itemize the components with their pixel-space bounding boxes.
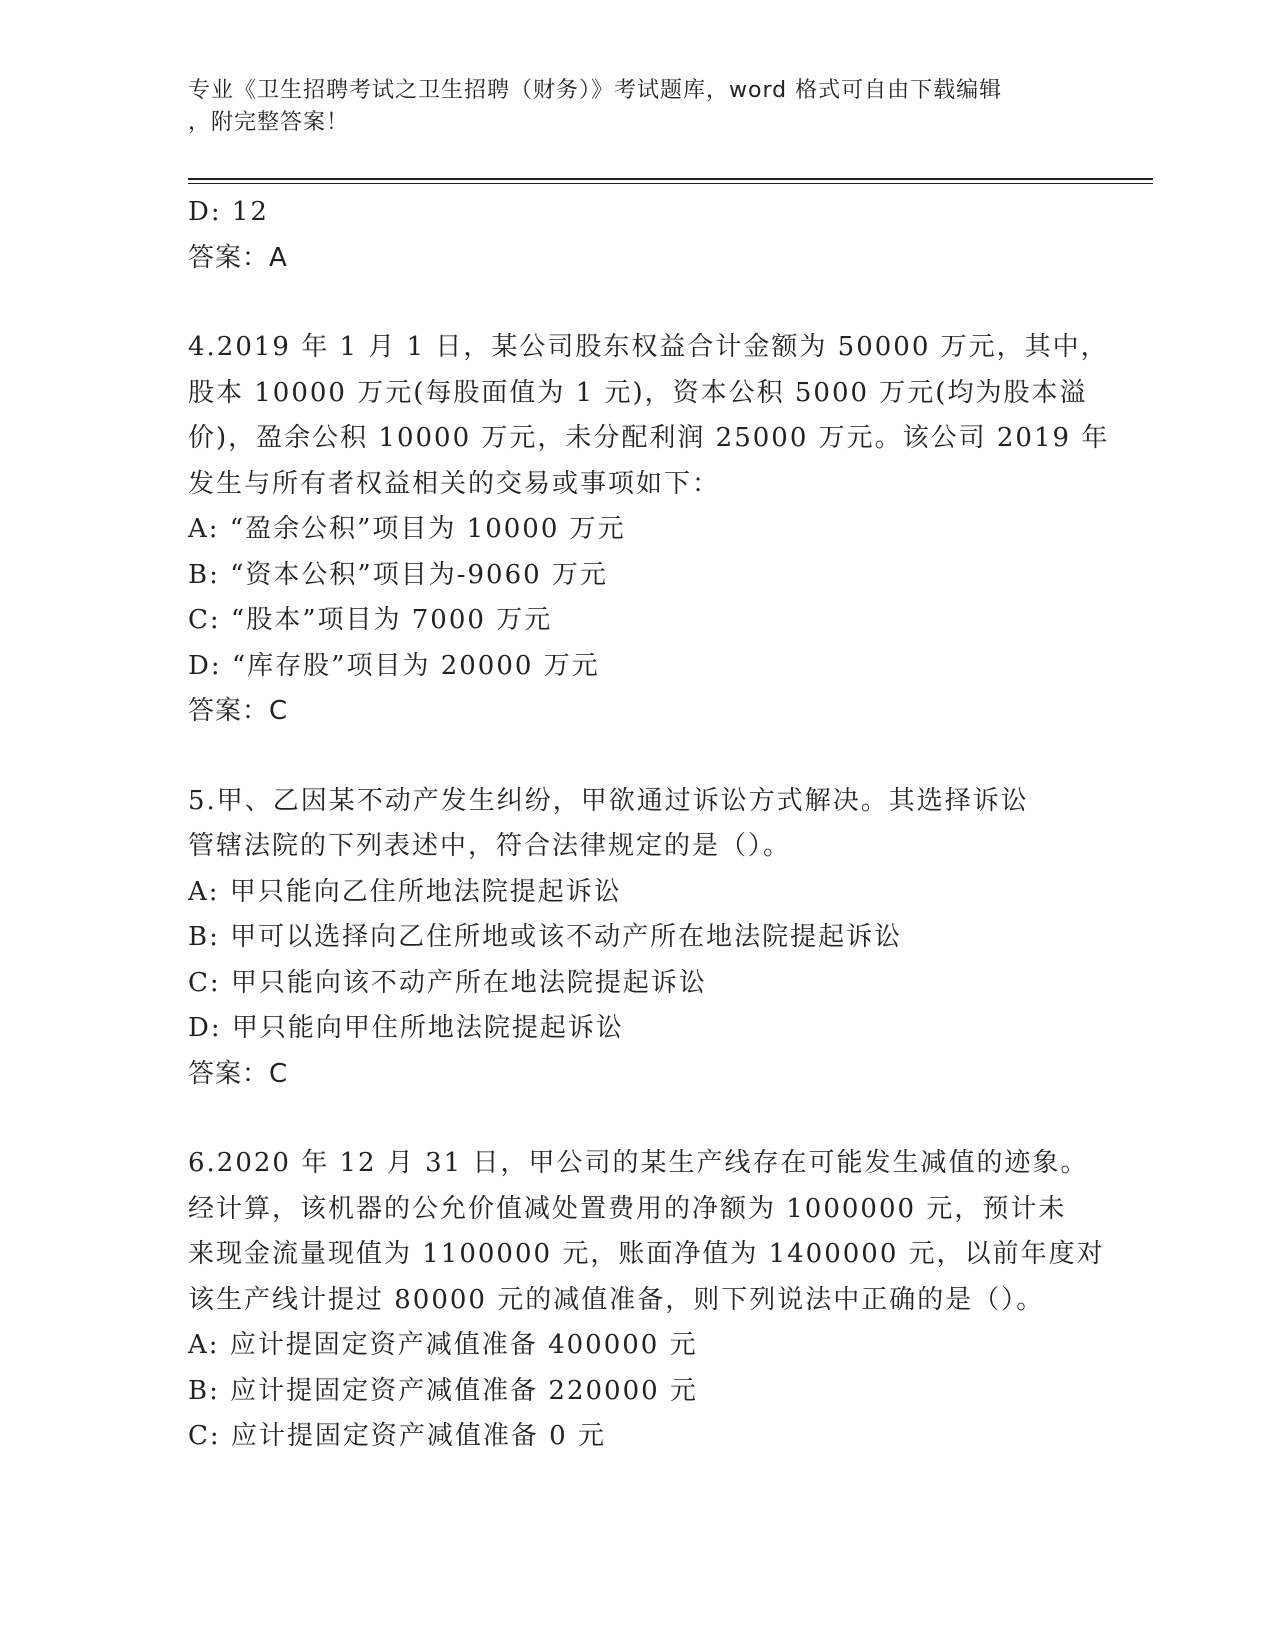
q6-stem-line-1: 6.2020 年 12 月 31 日，甲公司的某生产线存在可能发生减值的迹象。 bbox=[188, 1148, 1089, 1178]
q6-option-c: C: 应计提固定资产减值准备 0 元 bbox=[188, 1421, 606, 1451]
question-4 bbox=[188, 325, 1110, 735]
header-line-1: 专业《卫生招聘考试之卫生招聘（财务）》考试题库，word 格式可自由下载编辑 bbox=[188, 78, 1003, 103]
header-line-2: ，附完整答案！ bbox=[188, 110, 350, 135]
question-6 bbox=[188, 1141, 1105, 1460]
q5-option-c: C: 甲只能向该不动产所在地法院提起诉讼 bbox=[188, 967, 707, 998]
q6-option-b: B: 应计提固定资产减值准备 220000 元 bbox=[188, 1375, 698, 1406]
q4-stem-line-4: 发生与所有者权益相关的交易或事项如下： bbox=[188, 468, 721, 499]
q4-answer: 答案：C bbox=[188, 696, 289, 726]
prev-option-d: D: 12 bbox=[188, 197, 269, 227]
prev-answer: 答案：A bbox=[188, 242, 288, 273]
document-header bbox=[188, 75, 1068, 139]
question-5 bbox=[188, 779, 1068, 1098]
header-divider-thick bbox=[188, 178, 1153, 180]
q4-option-a: A: “盈余公积”项目为 10000 万元 bbox=[188, 514, 626, 544]
q4-stem-line-1: 4.2019 年 1 月 1 日，某公司股东权益合计金额为 50000 万元，其中， bbox=[188, 332, 1109, 362]
q6-stem-line-2: 经计算，该机器的公允价值减处置费用的净额为 1000000 元，预计未 bbox=[188, 1193, 1067, 1224]
q5-option-b: B: 甲可以选择向乙住所地或该不动产所在地法院提起诉讼 bbox=[188, 922, 903, 952]
q4-option-c: C: “股本”项目为 7000 万元 bbox=[188, 605, 553, 635]
q4-option-b: B: “资本公积”项目为-9060 万元 bbox=[188, 559, 608, 590]
q4-stem-line-2: 股本 10000 万元(每股面值为 1 元)，资本公积 5000 万元(均为股本溢 bbox=[188, 377, 1088, 408]
q6-option-a: A: 应计提固定资产减值准备 400000 元 bbox=[188, 1330, 698, 1360]
spacer bbox=[188, 735, 1068, 779]
q6-stem-line-3: 来现金流量现值为 1100000 元，账面净值为 1400000 元，以前年度对 bbox=[188, 1239, 1105, 1269]
q4-option-d: D: “库存股”项目为 20000 万元 bbox=[188, 650, 600, 681]
question-content bbox=[188, 190, 1110, 1460]
spacer bbox=[188, 1097, 1068, 1141]
q5-option-a: A: 甲只能向乙住所地法院提起诉讼 bbox=[188, 876, 622, 907]
q4-stem-line-3: 价)，盈余公积 10000 万元，未分配利润 25000 万元。该公司 2019 年 bbox=[188, 423, 1110, 453]
q5-answer: 答案：C bbox=[188, 1058, 289, 1089]
q5-stem-line-2: 管辖法院的下列表述中，符合法律规定的是（）。 bbox=[188, 831, 792, 861]
header-divider-thin bbox=[188, 183, 1153, 184]
q5-option-d: D: 甲只能向甲住所地法院提起诉讼 bbox=[188, 1013, 624, 1043]
spacer bbox=[188, 281, 1068, 325]
q6-stem-line-4: 该生产线计提过 80000 元的减值准备，则下列说法中正确的是（）。 bbox=[188, 1284, 1045, 1315]
q5-stem-line-1: 5.甲、乙因某不动产发生纠纷，甲欲通过诉讼方式解决。其选择诉讼 bbox=[188, 785, 1029, 816]
